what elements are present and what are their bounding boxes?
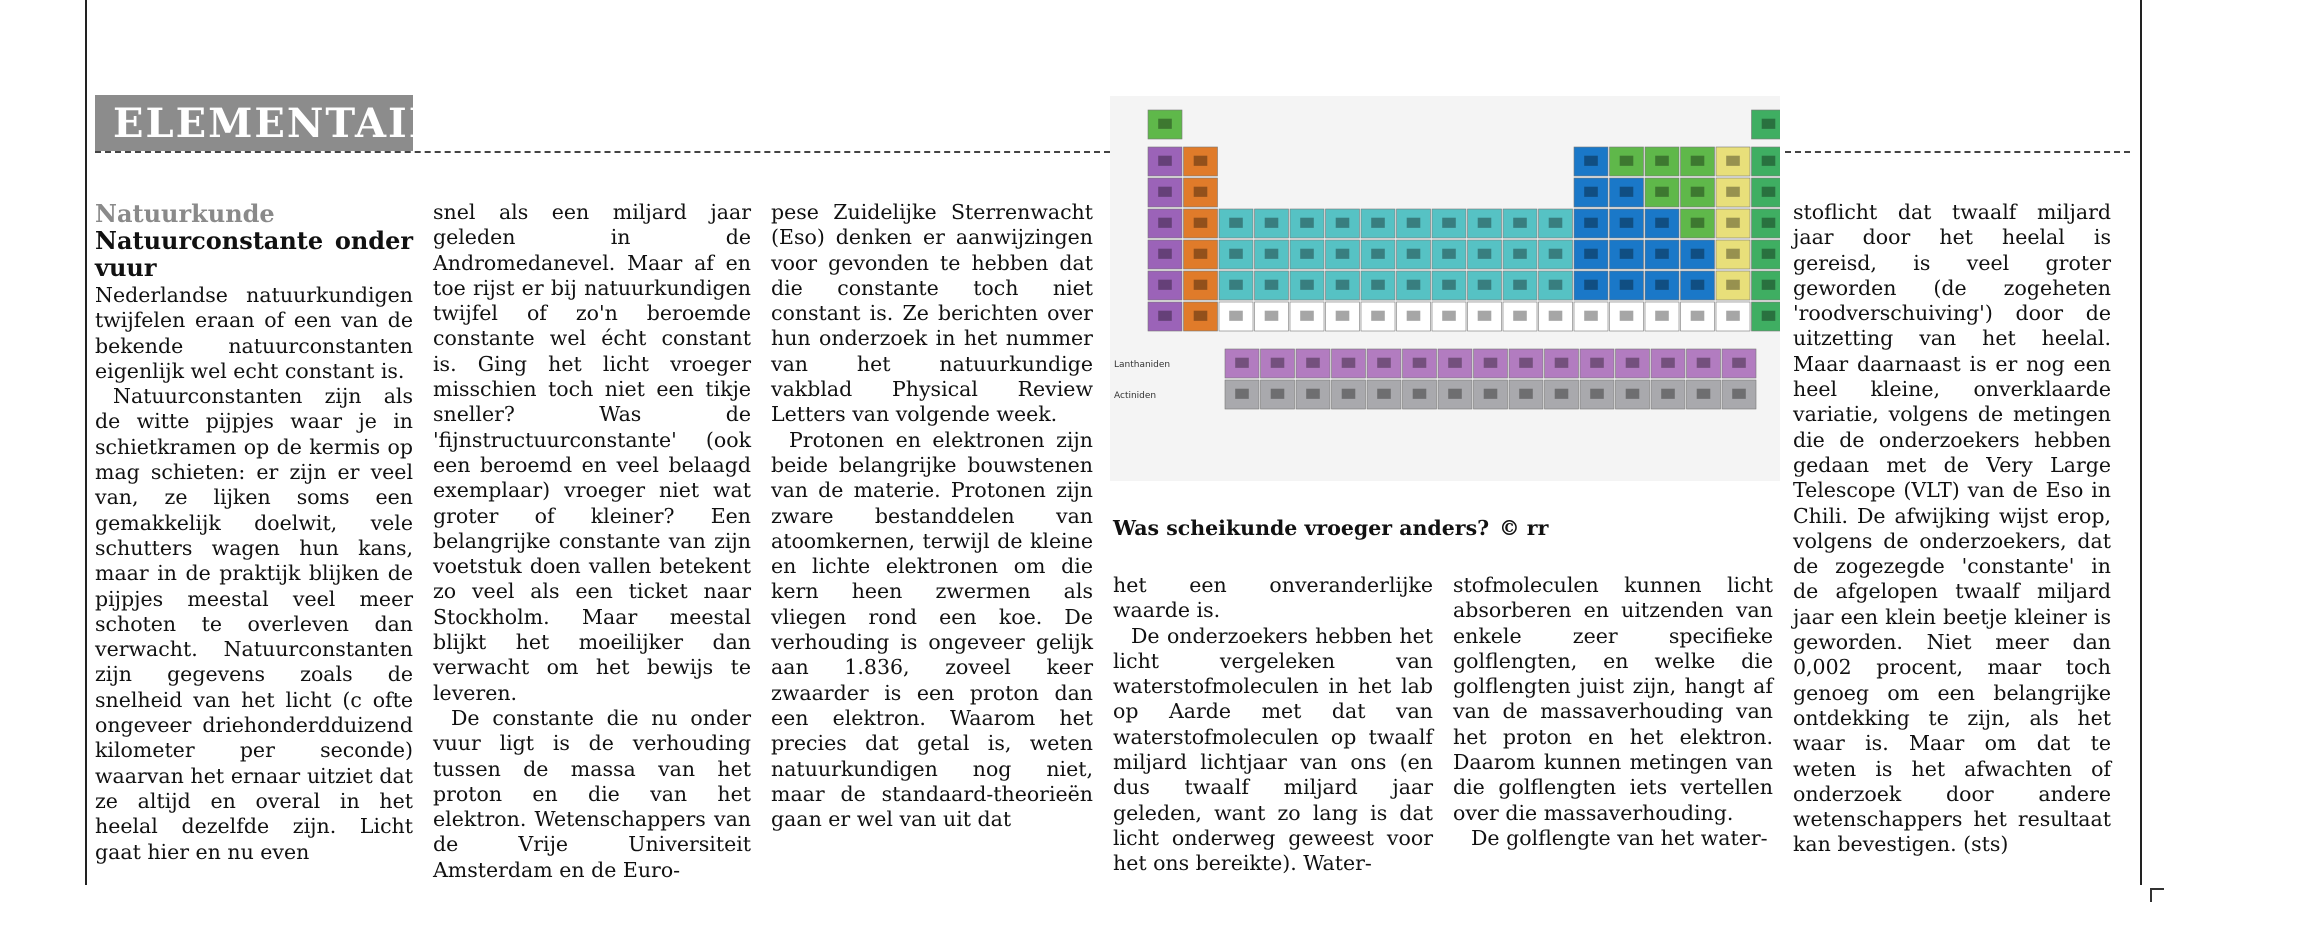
caption-text: Was scheikunde vroeger anders?: [1113, 516, 1490, 540]
element-symbol-mark: [1661, 389, 1675, 399]
element-symbol-mark: [1691, 311, 1705, 321]
element-symbol-mark: [1584, 187, 1598, 197]
element-symbol-mark: [1513, 218, 1527, 228]
element-symbol-mark: [1158, 311, 1172, 321]
element-symbol-mark: [1519, 358, 1533, 368]
element-symbol-mark: [1620, 311, 1634, 321]
element-symbol-mark: [1584, 156, 1598, 166]
element-symbol-mark: [1442, 249, 1456, 259]
element-symbol-mark: [1413, 358, 1427, 368]
element-symbol-mark: [1555, 389, 1569, 399]
element-symbol-mark: [1726, 156, 1740, 166]
paragraph: Protonen en elektronen zijn beide belangrijke bouwstenen van de materie. Protonen zijn zware bestanddelen van atoomkernen, terwijl de kleine en lichte elektronen om die kern heen zwermen als vliegen rond een koe. De verhouding is ongeveer gelijk aan 1.836, zoveel keer zwaarder is een proton dan een elektron. Waarom het precies dat getal is, weten natuurkundigen nog niet, maar de standaard-theorieën gaan er wel van uit dat: [771, 427, 1093, 832]
header-rule-left: [95, 151, 1110, 153]
element-symbol-mark: [1336, 218, 1350, 228]
element-symbol-mark: [1590, 358, 1604, 368]
element-symbol-mark: [1655, 156, 1669, 166]
element-symbol-mark: [1549, 218, 1563, 228]
element-symbol-mark: [1626, 389, 1640, 399]
header-rule-right: [1785, 151, 2130, 153]
element-symbol-mark: [1448, 389, 1462, 399]
element-symbol-mark: [1519, 389, 1533, 399]
element-symbol-mark: [1194, 280, 1208, 290]
element-symbol-mark: [1194, 218, 1208, 228]
element-symbol-mark: [1590, 389, 1604, 399]
element-symbol-mark: [1549, 311, 1563, 321]
element-symbol-mark: [1697, 358, 1711, 368]
element-symbol-mark: [1265, 249, 1279, 259]
corner-mark: [2150, 888, 2164, 902]
caption-credit: © rr: [1499, 516, 1549, 540]
element-symbol-mark: [1407, 249, 1421, 259]
element-symbol-mark: [1697, 389, 1711, 399]
element-symbol-mark: [1655, 187, 1669, 197]
section-banner: ELEMENTAIR: [95, 95, 413, 151]
element-symbol-mark: [1407, 280, 1421, 290]
periodic-table-image: [1110, 96, 1780, 481]
element-symbol-mark: [1478, 280, 1492, 290]
element-symbol-mark: [1762, 249, 1776, 259]
element-symbol-mark: [1377, 358, 1391, 368]
element-symbol-mark: [1342, 389, 1356, 399]
element-symbol-mark: [1726, 218, 1740, 228]
element-symbol-mark: [1407, 311, 1421, 321]
element-symbol-mark: [1726, 249, 1740, 259]
element-symbol-mark: [1478, 218, 1492, 228]
paragraph: Natuurconstanten zijn als de witte pijpjes waar je in schietkramen op de kermis op mag schieten: er zijn er veel van, ze lijken soms een gemakkelijk doelwit, vele schutters wagen hun kans, maar in de praktijk blijken de pijpjes meestal veel meer schoten te overleven dan verwacht. Natuurconstanten zijn gegevens zoals de snelheid van het licht (c ofte ongeveer driehonderdduizend kilometer per seconde) waarvan het ernaar uitziet dat ze altijd en overal in het heelal dezelfde zijn. Licht gaat hier en nu even: [95, 384, 413, 864]
element-symbol-mark: [1377, 389, 1391, 399]
element-symbol-mark: [1691, 156, 1705, 166]
article-column-2: [433, 200, 751, 883]
element-symbol-mark: [1620, 249, 1634, 259]
element-symbol-mark: [1442, 280, 1456, 290]
element-symbol-mark: [1229, 218, 1243, 228]
paragraph: stofmoleculen kunnen licht absorberen en uitzenden van enkele zeer specifieke golflengten, en welke die golflengten juist zijn, hangt af van de massaverhouding van het proton en het elektron. Daarom kunnen metingen van die golflengten iets vertellen over die massaverhouding.: [1453, 573, 1773, 825]
element-symbol-mark: [1513, 249, 1527, 259]
element-symbol-mark: [1265, 280, 1279, 290]
element-symbol-mark: [1549, 280, 1563, 290]
element-symbol-mark: [1271, 358, 1285, 368]
element-symbol-mark: [1655, 311, 1669, 321]
paragraph: het een onveranderlijke waarde is.: [1113, 573, 1433, 623]
element-symbol-mark: [1584, 249, 1598, 259]
article-kicker: Natuurkunde: [95, 199, 275, 228]
element-symbol-mark: [1478, 311, 1492, 321]
element-symbol-mark: [1300, 218, 1314, 228]
element-symbol-mark: [1762, 119, 1776, 129]
element-symbol-mark: [1158, 249, 1172, 259]
element-symbol-mark: [1448, 358, 1462, 368]
element-symbol-mark: [1726, 280, 1740, 290]
element-symbol-mark: [1158, 119, 1172, 129]
element-symbol-mark: [1194, 249, 1208, 259]
paragraph: pese Zuidelijke Sterrenwacht (Eso) denken er aanwijzingen voor gevonden te hebben dat die constante toch niet constant is. Ze berichten over hun onderzoek in het nummer van het natuurkundige vakblad Physical Review Letters van volgende week.: [771, 200, 1093, 427]
element-symbol-mark: [1691, 187, 1705, 197]
paragraph: Nederlandse natuurkundigen twijfelen eraan of een van de bekende natuurconstanten eigenlijk wel echt constant is.: [95, 283, 413, 383]
element-symbol-mark: [1158, 156, 1172, 166]
element-symbol-mark: [1762, 218, 1776, 228]
element-symbol-mark: [1336, 311, 1350, 321]
article-column-5: [1453, 573, 1773, 851]
paragraph: De golflengte van het water-: [1471, 825, 1768, 850]
element-symbol-mark: [1513, 280, 1527, 290]
element-symbol-mark: [1513, 311, 1527, 321]
right-border-line: [2140, 0, 2142, 885]
element-symbol-mark: [1691, 280, 1705, 290]
element-symbol-mark: [1762, 187, 1776, 197]
element-symbol-mark: [1194, 187, 1208, 197]
element-symbol-mark: [1484, 358, 1498, 368]
element-symbol-mark: [1620, 187, 1634, 197]
element-symbol-mark: [1584, 280, 1598, 290]
element-symbol-mark: [1229, 280, 1243, 290]
element-symbol-mark: [1661, 358, 1675, 368]
element-symbol-mark: [1235, 358, 1249, 368]
element-symbol-mark: [1762, 280, 1776, 290]
element-symbol-mark: [1620, 280, 1634, 290]
element-symbol-mark: [1732, 358, 1746, 368]
element-symbol-mark: [1194, 311, 1208, 321]
element-symbol-mark: [1306, 358, 1320, 368]
left-border-line: [85, 0, 87, 885]
article-column-1: [95, 200, 413, 865]
article-column-4: [1113, 573, 1433, 877]
article-column-6: [1793, 200, 2111, 858]
element-symbol-mark: [1626, 358, 1640, 368]
element-symbol-mark: [1762, 311, 1776, 321]
element-symbol-mark: [1407, 218, 1421, 228]
element-symbol-mark: [1584, 311, 1598, 321]
element-symbol-mark: [1549, 249, 1563, 259]
element-symbol-mark: [1620, 218, 1634, 228]
element-symbol-mark: [1584, 218, 1598, 228]
element-symbol-mark: [1158, 218, 1172, 228]
paragraph: De constante die nu onder vuur ligt is de verhouding tussen de massa van het proton en die van het elektron. Wetenschappers van de Vrije Universiteit Amsterdam en de Euro-: [433, 705, 751, 882]
element-symbol-mark: [1691, 249, 1705, 259]
element-symbol-mark: [1762, 156, 1776, 166]
element-symbol-mark: [1271, 389, 1285, 399]
element-symbol-mark: [1484, 389, 1498, 399]
element-symbol-mark: [1371, 249, 1385, 259]
element-symbol-mark: [1235, 389, 1249, 399]
paragraph: De onderzoekers hebben het licht vergeleken van waterstofmoleculen in het lab op Aarde met dat van waterstofmoleculen op twaalf miljard lichtjaar van ons (en dus twaalf miljard jaar geleden, want zo lang is dat licht onderweg geweest voor het ons bereikte). Water-: [1113, 623, 1433, 876]
element-symbol-mark: [1371, 280, 1385, 290]
lanthanide-label: Lanthaniden: [1114, 360, 1171, 370]
element-symbol-mark: [1158, 280, 1172, 290]
element-symbol-mark: [1229, 249, 1243, 259]
element-symbol-mark: [1265, 311, 1279, 321]
element-symbol-mark: [1620, 156, 1634, 166]
element-symbol-mark: [1300, 280, 1314, 290]
element-symbol-mark: [1478, 249, 1492, 259]
element-symbol-mark: [1371, 218, 1385, 228]
element-symbol-mark: [1655, 280, 1669, 290]
element-symbol-mark: [1555, 358, 1569, 368]
element-symbol-mark: [1229, 311, 1243, 321]
element-symbol-mark: [1300, 249, 1314, 259]
element-symbol-mark: [1336, 249, 1350, 259]
element-symbol-mark: [1265, 218, 1279, 228]
element-symbol-mark: [1300, 311, 1314, 321]
element-symbol-mark: [1371, 311, 1385, 321]
element-symbol-mark: [1726, 311, 1740, 321]
element-symbol-mark: [1158, 187, 1172, 197]
figure-caption: [1113, 516, 1548, 540]
paragraph: stoflicht dat twaalf miljard jaar door het heelal is gereisd, is veel groter geworden (de zogeheten 'roodverschuiving') door de uitzetting van het heelal. Maar daarnaast is er nog een heel kleine, onverklaarde variatie, volgens de metingen die de onderzoekers hebben gedaan met de Very Large Telescope (VLT) van de Eso in Chili. De afwijking wijst erop, volgens de onderzoekers, dat de zogezegde 'constante' in de afgelopen twaalf miljard jaar een klein beetje kleiner is geworden. Niet meer dan 0,002 procent, maar toch genoeg om een belangrijke ontdekking te zijn, als het waar is. Maar om dat te weten is het afwachten of onderzoek door andere wetenschappers het resultaat kan bevestigen. (sts): [1793, 200, 2111, 857]
element-symbol-mark: [1732, 389, 1746, 399]
paragraph: snel als een miljard jaar geleden in de Andromedanevel. Maar af en toe rijst er bij natuurkundigen twijfel of zo'n beroemde constante wel écht constant is. Ging het licht vroeger misschien toch niet een tikje sneller? Was de 'fijnstructuurconstante' (ook een beroemd en veel belaagd exemplaar) vroeger niet wat groter of kleiner? Een belangrijke constante van zijn voetstuk doen vallen betekent zo veel als een ticket naar Stockholm. Maar meestal blijkt het moeilijker dan verwacht om het bewijs te leveren.: [433, 200, 751, 705]
element-symbol-mark: [1442, 311, 1456, 321]
article-column-3: [771, 200, 1093, 832]
element-symbol-mark: [1442, 218, 1456, 228]
element-symbol-mark: [1691, 218, 1705, 228]
element-symbol-mark: [1306, 389, 1320, 399]
article-headline: Natuurconstante onder vuur: [95, 226, 413, 282]
element-symbol-mark: [1655, 218, 1669, 228]
element-symbol-mark: [1336, 280, 1350, 290]
element-symbol-mark: [1655, 249, 1669, 259]
actinide-label: Actiniden: [1114, 391, 1157, 401]
element-symbol-mark: [1413, 389, 1427, 399]
element-symbol-mark: [1194, 156, 1208, 166]
element-symbol-mark: [1726, 187, 1740, 197]
element-symbol-mark: [1342, 358, 1356, 368]
